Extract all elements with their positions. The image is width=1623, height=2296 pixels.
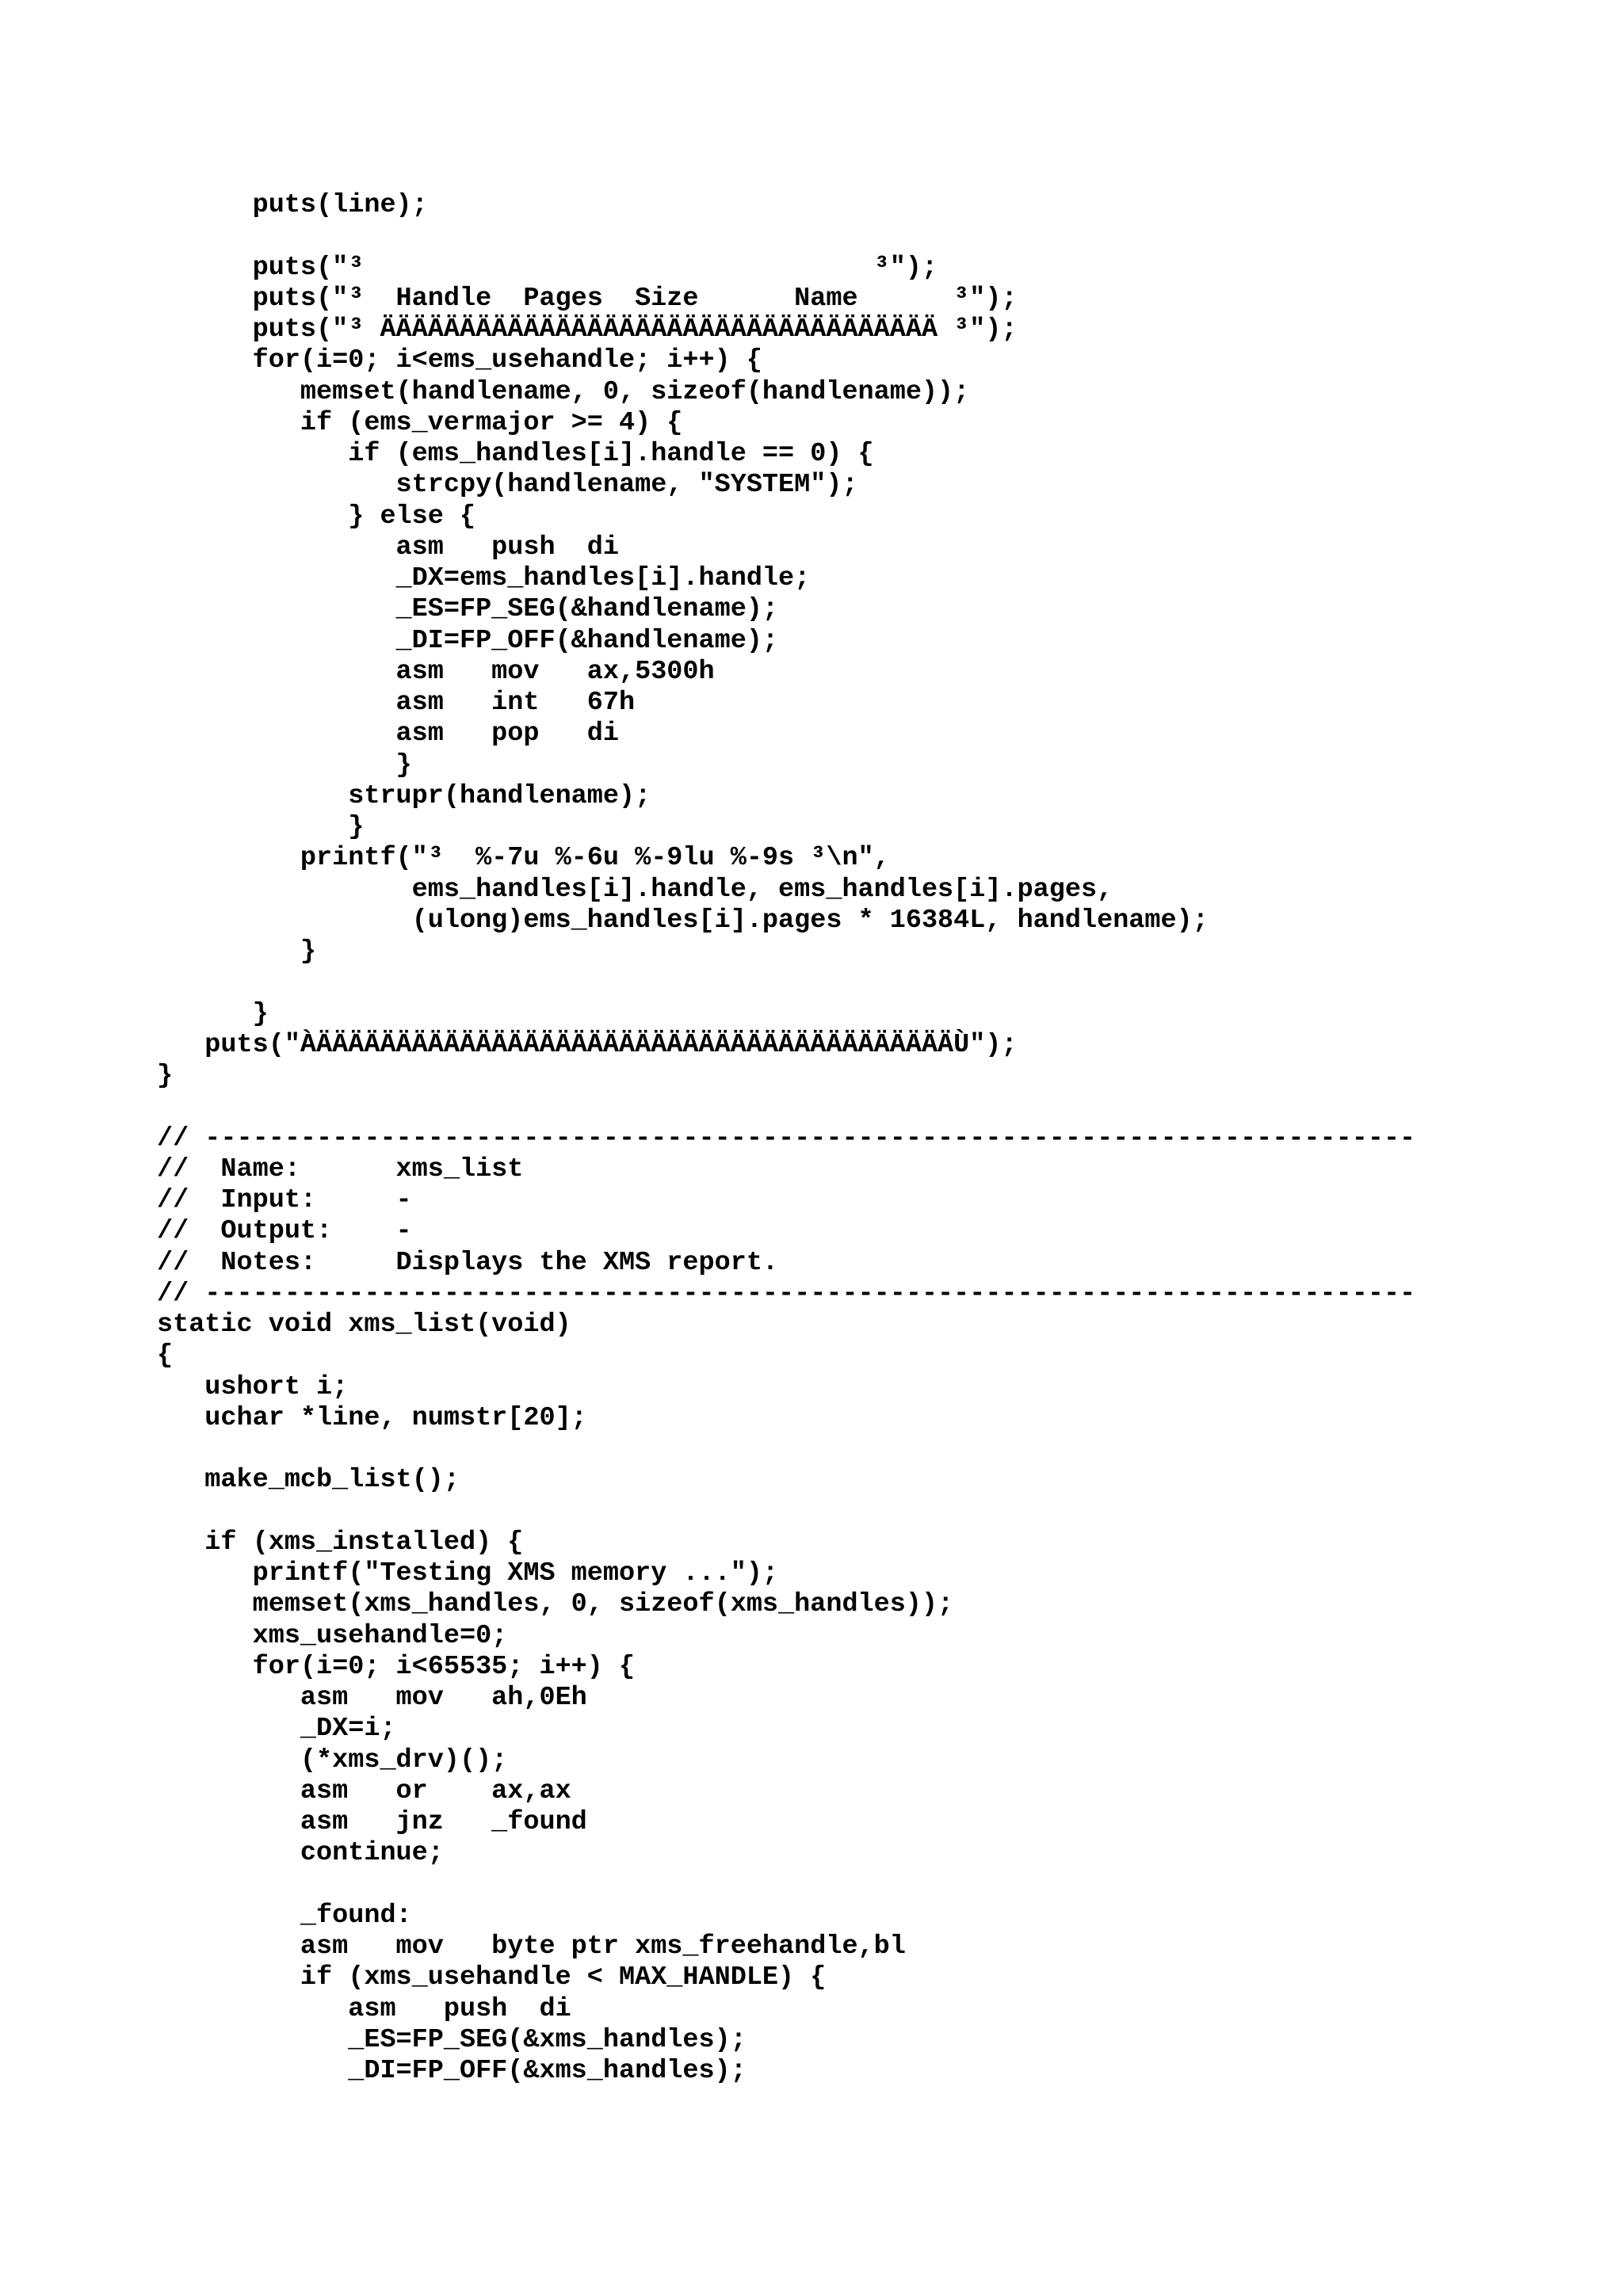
code-line: (*xms_drv)(); xyxy=(157,1745,508,1775)
code-line: printf("³ %-7u %-6u %-9lu %-9s ³\n", xyxy=(157,843,890,874)
code-line: asm push di xyxy=(157,1993,571,2024)
code-line: // ---------------------------------------------------------------------------- xyxy=(157,1278,1416,1309)
code-line: make_mcb_list(); xyxy=(157,1465,460,1496)
code-line: memset(xms_handles, 0, sizeof(xms_handles)); xyxy=(157,1589,954,1620)
code-line: puts("ÀÄÄÄÄÄÄÄÄÄÄÄÄÄÄÄÄÄÄÄÄÄÄÄÄÄÄÄÄÄÄÄÄÄÄÄÄÄÄÄÄÙ"); xyxy=(157,1029,1018,1060)
code-line: printf("Testing XMS memory ..."); xyxy=(157,1558,779,1589)
code-line: continue; xyxy=(157,1838,444,1869)
code-line: for(i=0; i<65535; i++) { xyxy=(157,1651,636,1682)
code-line: // Input: - xyxy=(157,1185,412,1215)
code-line: } else { xyxy=(157,501,476,532)
code-line: // Output: - xyxy=(157,1216,412,1247)
code-line: asm mov ax,5300h xyxy=(157,656,715,687)
code-line xyxy=(157,1497,1415,1527)
code-line: _found: xyxy=(157,1900,412,1931)
code-line: if (xms_installed) { xyxy=(157,1527,524,1558)
code-line xyxy=(157,1870,1415,1901)
code-line: puts("³ ³"); xyxy=(157,252,938,283)
code-line: if (xms_usehandle < MAX_HANDLE) { xyxy=(157,1962,827,1993)
code-line: _ES=FP_SEG(&xms_handles); xyxy=(157,2024,747,2055)
code-line: if (ems_vermajor >= 4) { xyxy=(157,407,683,438)
code-line: { xyxy=(157,1341,174,1371)
code-line: memset(handlename, 0, sizeof(handlename)); xyxy=(157,376,970,407)
code-line: _DI=FP_OFF(&xms_handles); xyxy=(157,2056,747,2086)
code-line: (ulong)ems_handles[i].pages * 16384L, handlename); xyxy=(157,905,1209,936)
code-line: static void xms_list(void) xyxy=(157,1310,571,1340)
code-line: strupr(handlename); xyxy=(157,780,651,811)
code-line: asm jnz _found xyxy=(157,1807,587,1837)
code-line: puts("³ ÄÄÄÄÄÄÄÄÄÄÄÄÄÄÄÄÄÄÄÄÄÄÄÄÄÄÄÄÄÄÄÄÄÄÄ ³"); xyxy=(157,315,1018,345)
code-line: _ES=FP_SEG(&handlename); xyxy=(157,594,779,625)
code-line: strcpy(handlename, "SYSTEM"); xyxy=(157,470,858,501)
code-line: } xyxy=(157,812,365,842)
code-line: ems_handles[i].handle, ems_handles[i].pages, xyxy=(157,874,1113,905)
code-line: _DX=ems_handles[i].handle; xyxy=(157,563,811,593)
code-line: ushort i; xyxy=(157,1371,349,1402)
code-line xyxy=(157,1092,1415,1123)
code-line xyxy=(157,221,1415,252)
code-line: // Name: xms_list xyxy=(157,1154,524,1184)
code-line: // Notes: Displays the XMS report. xyxy=(157,1247,779,1278)
code-line: uchar *line, numstr[20]; xyxy=(157,1402,587,1433)
code-line: asm mov ah,0Eh xyxy=(157,1683,587,1713)
code-line: puts("³ Handle Pages Size Name ³"); xyxy=(157,283,1018,314)
code-line: xms_usehandle=0; xyxy=(157,1620,508,1651)
code-line: asm push di xyxy=(157,532,619,563)
code-line: _DI=FP_OFF(&handlename); xyxy=(157,625,779,656)
code-line: } xyxy=(157,1061,174,1091)
code-line: asm or ax,ax xyxy=(157,1775,571,1806)
code-line: // ---------------------------------------------------------------------------- xyxy=(157,1123,1416,1154)
code-line: if (ems_handles[i].handle == 0) { xyxy=(157,439,874,469)
code-line: puts(line); xyxy=(157,190,428,220)
code-line: asm int 67h xyxy=(157,688,636,718)
code-line: asm pop di xyxy=(157,719,619,749)
code-line: for(i=0; i<ems_usehandle; i++) { xyxy=(157,345,762,376)
code-line: _DX=i; xyxy=(157,1714,396,1745)
code-line: } xyxy=(157,749,412,780)
code-line: } xyxy=(157,936,317,967)
code-line xyxy=(157,967,1415,998)
code-line: } xyxy=(157,998,269,1029)
code-line: asm mov byte ptr xms_freehandle,bl xyxy=(157,1932,906,1962)
code-line xyxy=(157,1434,1415,1465)
code-listing xyxy=(157,190,1415,2087)
